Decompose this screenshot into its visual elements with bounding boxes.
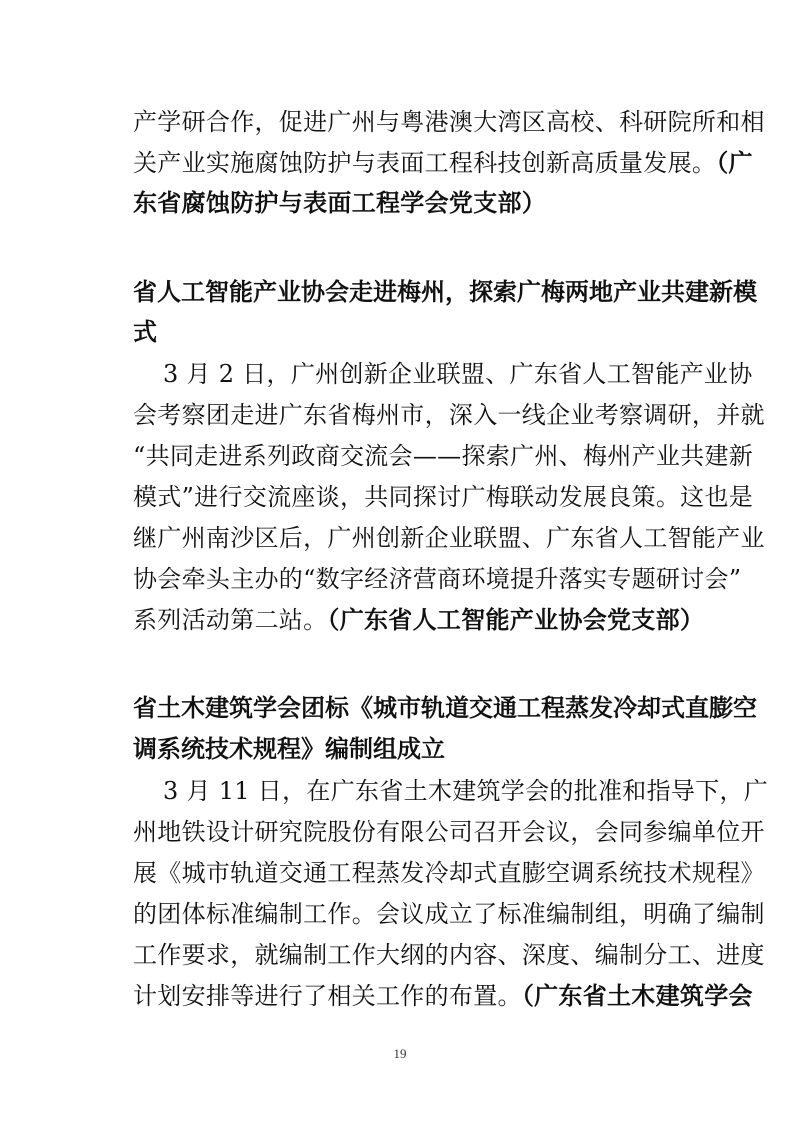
paragraph-line — [133, 143, 753, 183]
paragraph-line: 工作要求，就编制工作大纲的内容、深度、编制分工、进度 — [133, 941, 765, 969]
paragraph-line: 3 月 2 日，广州创新企业联盟、广东省人工智能产业协 — [163, 360, 753, 388]
paragraph-text: 系列活动第二站。 — [133, 606, 328, 634]
paragraph-line: 的团体标准编制工作。会议成立了标准编制组，明确了编制 — [133, 900, 765, 928]
source-attribution: 东省腐蚀防护与表面工程学会党支部） — [133, 189, 547, 217]
paragraph-text: 关产业实施腐蚀防护与表面工程科技创新高质量发展。 — [133, 149, 717, 177]
paragraph-line: 州地铁设计研究院股份有限公司召开会议，会同参编单位开 — [133, 818, 765, 846]
source-attribution: （广东省人工智能产业协会党支部） — [327, 606, 705, 634]
section-heading: 省人工智能产业协会走进梅州，探索广梅两地产业共建新模 — [133, 278, 757, 306]
paragraph-line: “共同走进系列政商交流会——探索广州、梅州产业共建新 — [133, 442, 754, 470]
paragraph-line: 会考察团走进广东省梅州市，深入一线企业考察调研，并就 — [133, 401, 765, 429]
paragraph-line — [133, 600, 705, 640]
paragraph-line: 继广州南沙区后，广州创新企业联盟、广东省人工智能产业 — [133, 524, 765, 552]
paragraph-line: 产学研合作，促进广州与粤港澳大湾区高校、科研院所和相 — [133, 108, 765, 136]
page-number: 19 — [393, 1046, 407, 1061]
section-heading: 式 — [133, 318, 157, 346]
source-attribution: （广东省土木建筑学会 — [521, 982, 753, 1010]
paragraph-line: 模式”进行交流座谈，共同探讨广梅联动发展良策。这也是 — [133, 483, 754, 511]
paragraph-line: 展《城市轨道交通工程蒸发冷却式直膨空调系统技术规程》 — [133, 859, 765, 887]
paragraph-line: 协会牵头主办的“数字经济营商环境提升落实专题研讨会” — [133, 565, 742, 593]
paragraph-text: 计划安排等进行了相关工作的布置。 — [133, 982, 522, 1010]
paragraph-line — [133, 976, 753, 1016]
section-heading: 省土木建筑学会团标《城市轨道交通工程蒸发冷却式直膨空 — [133, 694, 757, 722]
section-heading: 调系统技术规程》编制组成立 — [133, 735, 445, 763]
paragraph-line: 3 月 11 日，在广东省土木建筑学会的批准和指导下，广 — [163, 777, 769, 805]
source-attribution: （广 — [716, 149, 753, 177]
